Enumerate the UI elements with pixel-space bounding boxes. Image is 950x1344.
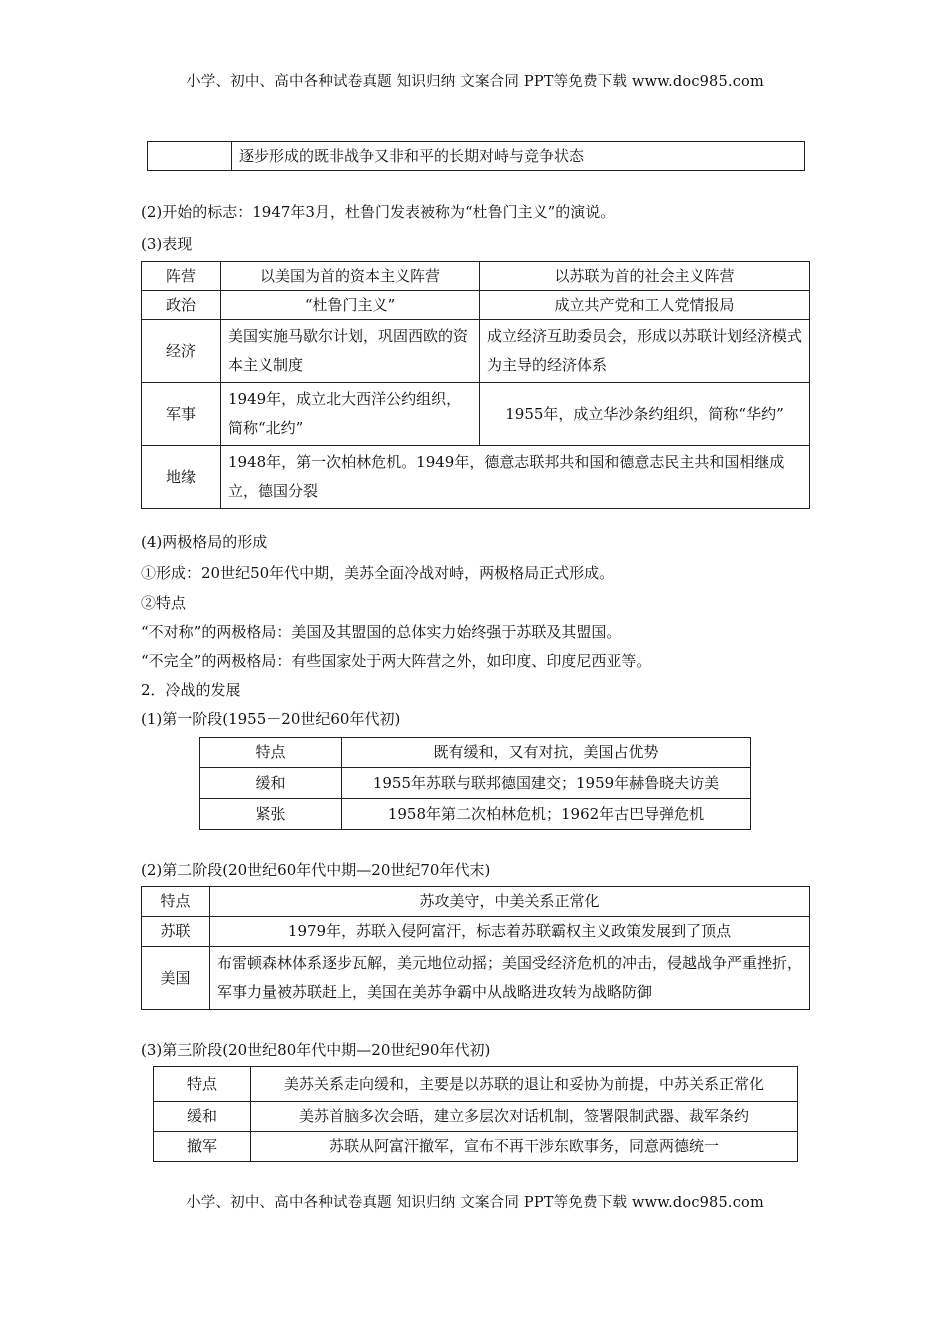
stage3-title: (3)第三阶段(20世纪80年代中期—20世纪90年代初) — [141, 1041, 491, 1059]
table-cell: 既有缓和，又有对抗，美国占优势 — [342, 738, 751, 768]
row-label: 特点 — [200, 738, 342, 768]
stage2-title: (2)第二阶段(20世纪60年代中期—20世纪70年代末) — [141, 861, 491, 879]
row-label: 军事 — [142, 383, 221, 446]
camp-comparison-table — [141, 261, 810, 509]
stage3-table — [153, 1066, 798, 1162]
table-cell: 成立经济互助委员会，形成以苏联计划经济模式为主导的经济体系 — [480, 320, 810, 383]
table-row — [142, 917, 810, 947]
row-label: 经济 — [142, 320, 221, 383]
table-cell: 1949年，成立北大西洋公约组织，简称“北约” — [221, 383, 480, 446]
table-header-cell: 以美国为首的资本主义阵营 — [221, 262, 480, 291]
row-label: 苏联 — [142, 917, 210, 947]
table-row — [200, 768, 751, 799]
table-cell: 逐步形成的既非战争又非和平的长期对峙与竞争状态 — [232, 142, 805, 171]
table-row-military — [142, 383, 810, 446]
development-title: 2．冷战的发展 — [141, 681, 241, 699]
stage1-table — [199, 737, 751, 830]
page-header: 小学、初中、高中各种试卷真题 知识归纳 文案合同 PPT等免费下载 www.doc985.com — [186, 74, 764, 90]
table-row — [154, 1067, 798, 1102]
table-cell: 1958年第二次柏林危机；1962年古巴导弹危机 — [342, 799, 751, 830]
bipolar-formation: ①形成：20世纪50年代中期，美苏全面冷战对峙，两极格局正式形成。 — [141, 564, 615, 582]
table-row — [154, 1102, 798, 1132]
row-label: 撤军 — [154, 1132, 251, 1162]
table-cell: 苏攻美守，中美关系正常化 — [210, 887, 810, 917]
table-cell: 美苏关系走向缓和，主要是以苏联的退让和妥协为前提，中苏关系正常化 — [251, 1067, 798, 1102]
table-cell: “杜鲁门主义” — [221, 291, 480, 320]
stage2-table — [141, 886, 810, 1010]
row-label: 特点 — [154, 1067, 251, 1102]
row-label: 缓和 — [200, 768, 342, 799]
page-footer: 小学、初中、高中各种试卷真题 知识归纳 文案合同 PPT等免费下载 www.doc985.com — [186, 1195, 764, 1211]
row-label: 特点 — [142, 887, 210, 917]
table-row — [154, 1132, 798, 1162]
row-label: 紧张 — [200, 799, 342, 830]
table-cell: 1979年，苏联入侵阿富汗，标志着苏联霸权主义政策发展到了顶点 — [210, 917, 810, 947]
table-row-economy — [142, 320, 810, 383]
section-expression-title: (3)表现 — [141, 235, 193, 253]
table-row-politics — [142, 291, 810, 320]
row-label: 地缘 — [142, 446, 221, 509]
table-header-cell: 阵营 — [142, 262, 221, 291]
bipolar-features-title: ②特点 — [141, 594, 187, 612]
table-row — [148, 142, 805, 171]
table-cell: 美国实施马歇尔计划，巩固西欧的资本主义制度 — [221, 320, 480, 383]
table-cell: 成立共产党和工人党情报局 — [480, 291, 810, 320]
table-cell: 1955年苏联与联邦德国建交；1959年赫鲁晓夫访美 — [342, 768, 751, 799]
row-label: 美国 — [142, 947, 210, 1010]
table-cell-empty — [148, 142, 232, 171]
table-row — [142, 887, 810, 917]
table-row-geo — [142, 446, 810, 509]
table-cell: 1948年，第一次柏林危机。1949年，德意志联邦共和国和德意志民主共和国相继成立，德国分裂 — [221, 446, 810, 509]
table-cell: 布雷顿森林体系逐步瓦解，美元地位动摇；美国受经济危机的冲击，侵越战争严重挫折，军事力量被苏联赶上，美国在美苏争霸中从战略进攻转为战略防御 — [210, 947, 810, 1010]
table-row — [200, 738, 751, 768]
section-start-marker: (2)开始的标志：1947年3月，杜鲁门发表被称为“杜鲁门主义”的演说。 — [141, 203, 616, 221]
stage1-title: (1)第一阶段(1955－20世纪60年代初) — [141, 710, 401, 728]
bipolar-title: (4)两极格局的形成 — [141, 533, 268, 551]
table-cell: 1955年，成立华沙条约组织，简称“华约” — [480, 383, 810, 446]
table-header-cell: 以苏联为首的社会主义阵营 — [480, 262, 810, 291]
table-row — [200, 799, 751, 830]
bipolar-asymmetric: “不对称”的两极格局：美国及其盟国的总体实力始终强于苏联及其盟国。 — [141, 623, 622, 641]
table-cell: 苏联从阿富汗撤军，宣布不再干涉东欧事务，同意两德统一 — [251, 1132, 798, 1162]
table-cell: 美苏首脑多次会晤，建立多层次对话机制，签署限制武器、裁军条约 — [251, 1102, 798, 1132]
row-label: 政治 — [142, 291, 221, 320]
table-row — [142, 947, 810, 1010]
row-label: 缓和 — [154, 1102, 251, 1132]
top-definition-table — [147, 141, 805, 171]
bipolar-incomplete: “不完全”的两极格局：有些国家处于两大阵营之外，如印度、印度尼西亚等。 — [141, 652, 652, 670]
table-header-row — [142, 262, 810, 291]
